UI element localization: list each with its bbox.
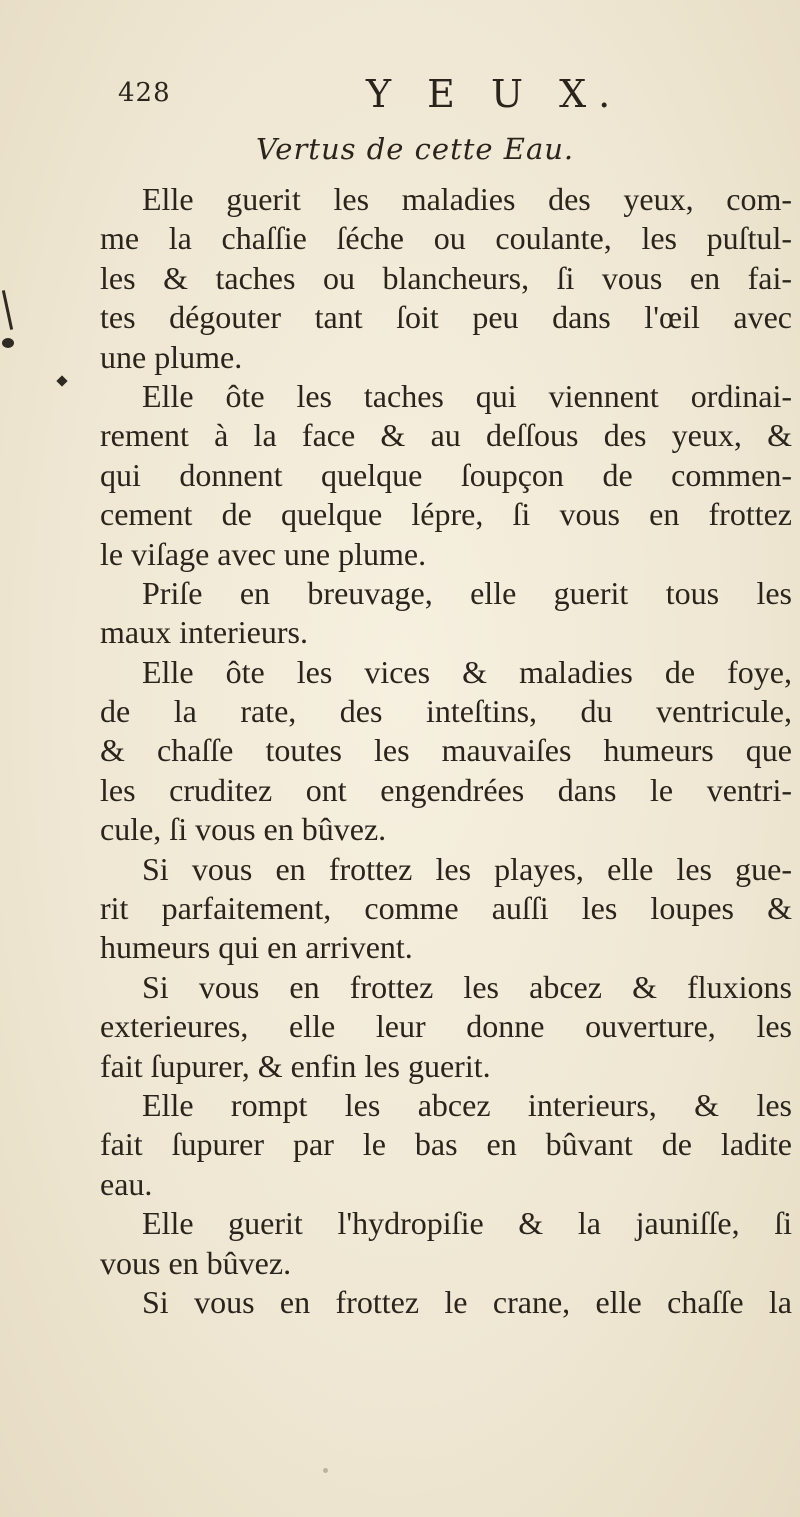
text-line: Elle ôte les vices & maladies de foye, [142, 653, 792, 690]
text-line: qui donnent quelque ſoupçon de commen- [100, 456, 792, 493]
margin-ink-blot [2, 338, 14, 348]
running-head [118, 72, 678, 122]
text-line: Si vous en frottez les abcez & fluxions [142, 968, 792, 1005]
text-line: cule, ſi vous en bûvez. [100, 811, 387, 848]
text-line: fait ſupurer, & enfin les guerit. [100, 1047, 491, 1084]
text-line: cement de quelque lépre, ſi vous en frottez [100, 496, 792, 533]
margin-ink-stroke [2, 290, 13, 330]
text-line: Priſe en breuvage, elle guerit tous les [142, 574, 792, 611]
text-line: rement à la face & au deſſous des yeux, & [100, 417, 792, 454]
text-line: le viſage avec une plume. [100, 535, 427, 572]
text-line: Si vous en frottez le crane, elle chaſſe la [142, 1283, 792, 1320]
text-line: Elle guerit les maladies des yeux, com- [142, 181, 792, 217]
text-line: les cruditez ont engendrées dans le ventri- [100, 771, 792, 808]
text-line: humeurs qui en arrivent. [100, 929, 413, 966]
text-line: me la chaſſie ſéche ou coulante, les puſtul- [100, 220, 792, 257]
text-line: vous en bûvez. [100, 1244, 292, 1281]
text-line: exterieures, elle leur donne ouverture, les [100, 1008, 792, 1045]
section-heading: Vertus de cette Eau. [256, 132, 575, 166]
text-line: les & taches ou blancheurs, ſi vous en fai- [100, 259, 792, 296]
text-line: une plume. [100, 338, 243, 375]
running-title: Y E U X. [366, 72, 623, 116]
margin-diamond-mark [56, 375, 67, 386]
text-line: & chaſſe toutes les mauvaiſes humeurs que [100, 732, 792, 769]
text-line: Si vous en frottez les playes, elle les gue- [142, 850, 792, 887]
paper-speck [323, 1468, 328, 1473]
text-line: tes dégouter tant ſoit peu dans l'œil avec [100, 299, 792, 336]
text-line: Elle ôte les taches qui viennent ordinai- [142, 377, 792, 414]
text-line: eau. [100, 1165, 153, 1202]
text-line: Elle guerit l'hydropiſie & la jauniſſe, ſi [142, 1205, 792, 1242]
page-number: 428 [118, 78, 171, 108]
body-text [100, 180, 792, 1322]
text-line: de la rate, des inteſtins, du ventricule, [100, 693, 792, 730]
text-line: Elle rompt les abcez interieurs, & les [142, 1086, 792, 1123]
text-line: fait ſupurer par le bas en bûvant de ladite [100, 1126, 792, 1163]
text-line: maux interieurs. [100, 614, 308, 651]
text-line: rit parfaitement, comme auſſi les loupes & [100, 890, 792, 927]
